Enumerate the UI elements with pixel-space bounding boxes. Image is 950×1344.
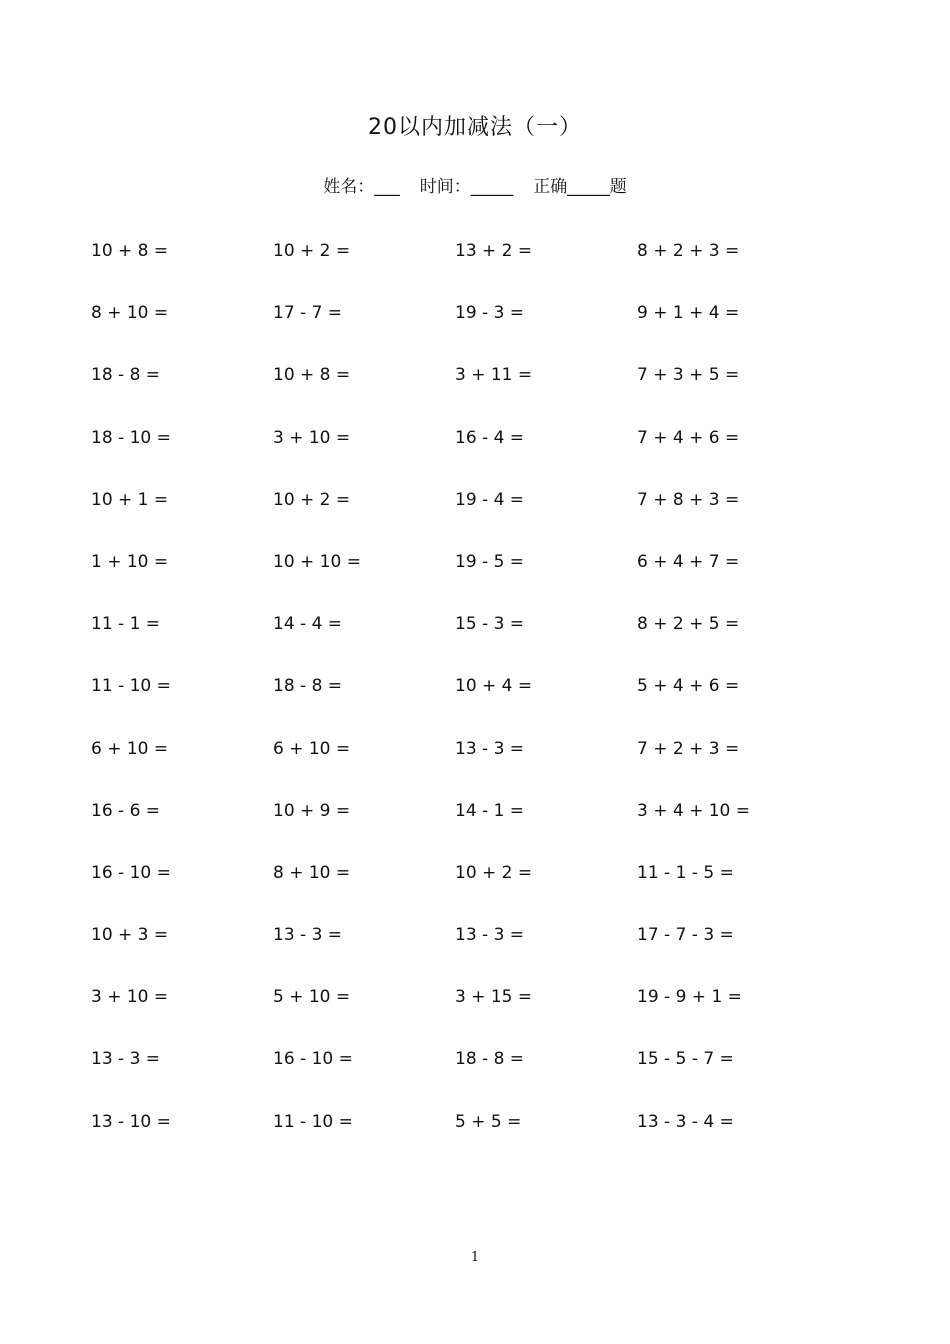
problem-item: 8 + 10 = <box>273 862 351 883</box>
problem-item: 15 - 5 - 7 = <box>637 1049 734 1070</box>
problem-item: 3 + 11 = <box>455 365 533 386</box>
problem-item: 13 - 3 - 4 = <box>637 1111 734 1132</box>
problem-row <box>91 673 891 735</box>
problem-item: 8 + 2 + 3 = <box>637 241 740 261</box>
problem-item: 6 + 10 = <box>91 738 169 759</box>
problem-item: 18 - 8 = <box>273 676 343 697</box>
problem-row <box>91 362 891 424</box>
problem-item: 13 - 10 = <box>91 1111 171 1132</box>
problem-item: 16 - 10 = <box>273 1049 353 1070</box>
problem-item: 8 + 2 + 5 = <box>637 614 740 635</box>
problem-row <box>91 984 891 1046</box>
problem-item: 19 - 5 = <box>455 551 525 572</box>
problem-item: 7 + 3 + 5 = <box>637 365 740 386</box>
problem-item: 10 + 10 = <box>273 551 361 572</box>
problem-item: 10 + 8 = <box>273 365 351 386</box>
problem-item: 3 + 10 = <box>91 987 169 1008</box>
worksheet-title: 20以内加减法（一） <box>368 115 582 140</box>
problem-item: 11 - 1 = <box>91 614 161 635</box>
problem-item: 16 - 10 = <box>91 862 171 883</box>
problem-item: 17 - 7 = <box>273 303 343 324</box>
problem-item: 3 + 4 + 10 = <box>637 800 751 821</box>
problem-row <box>91 238 891 300</box>
problem-row <box>91 1046 891 1108</box>
problem-item: 19 - 9 + 1 = <box>637 987 742 1008</box>
problem-item: 10 + 2 = <box>455 862 533 883</box>
problem-item: 13 - 3 = <box>91 1049 161 1070</box>
problem-item: 14 - 1 = <box>455 800 525 821</box>
problem-item: 7 + 8 + 3 = <box>637 489 740 510</box>
problem-row <box>91 736 891 798</box>
problem-row <box>91 549 891 611</box>
problem-item: 13 - 3 = <box>455 925 525 946</box>
problem-item: 3 + 10 = <box>273 427 351 448</box>
problem-item: 18 - 8 = <box>455 1049 525 1070</box>
problem-item: 10 + 4 = <box>455 676 533 697</box>
student-info-line <box>0 172 950 197</box>
problem-item: 5 + 10 = <box>273 987 351 1008</box>
problem-item: 9 + 1 + 4 = <box>637 303 740 324</box>
problem-item: 16 - 4 = <box>455 427 525 448</box>
problem-item: 13 - 3 = <box>273 925 343 946</box>
problem-item: 10 + 2 = <box>273 241 351 261</box>
problem-item: 10 + 9 = <box>273 800 351 821</box>
problem-item: 17 - 7 - 3 = <box>637 925 734 946</box>
problem-item: 19 - 4 = <box>455 489 525 510</box>
problem-item: 13 - 3 = <box>455 738 525 759</box>
problem-item: 5 + 5 = <box>455 1111 522 1132</box>
problem-item: 14 - 4 = <box>273 614 343 635</box>
problem-item: 7 + 4 + 6 = <box>637 427 740 448</box>
problem-row <box>91 300 891 362</box>
problem-item: 19 - 3 = <box>455 303 525 324</box>
problem-item: 11 - 1 - 5 = <box>637 862 734 883</box>
problem-item: 11 - 10 = <box>91 676 171 697</box>
problem-item: 11 - 10 = <box>273 1111 353 1132</box>
problem-item: 5 + 4 + 6 = <box>637 676 740 697</box>
problem-item: 13 + 2 = <box>455 241 533 261</box>
problem-item: 3 + 15 = <box>455 987 533 1008</box>
problem-item: 10 + 2 = <box>273 489 351 510</box>
problem-row <box>91 798 891 860</box>
problem-item: 6 + 10 = <box>273 738 351 759</box>
problem-item: 6 + 4 + 7 = <box>637 551 740 572</box>
problem-item: 18 - 8 = <box>91 365 161 386</box>
problem-row <box>91 425 891 487</box>
problem-item: 10 + 1 = <box>91 489 169 510</box>
name-field-label: 姓名：___ <box>323 177 400 197</box>
problem-item: 7 + 2 + 3 = <box>637 738 740 759</box>
correct-count-label: 正确_____题 <box>533 177 627 197</box>
problem-item: 8 + 10 = <box>91 303 169 324</box>
problem-item: 10 + 8 = <box>91 241 169 261</box>
problem-item: 1 + 10 = <box>91 551 169 572</box>
problem-grid <box>91 238 891 1171</box>
problem-row <box>91 487 891 549</box>
time-field-label: 时间：_____ <box>419 177 514 197</box>
problem-item: 18 - 10 = <box>91 427 171 448</box>
problem-row <box>91 922 891 984</box>
problem-row <box>91 860 891 922</box>
problem-row <box>91 611 891 673</box>
problem-item: 10 + 3 = <box>91 925 169 946</box>
page-number: 1 <box>470 1250 480 1265</box>
problem-item: 15 - 3 = <box>455 614 525 635</box>
problem-item: 16 - 6 = <box>91 800 161 821</box>
problem-row <box>91 1109 891 1171</box>
